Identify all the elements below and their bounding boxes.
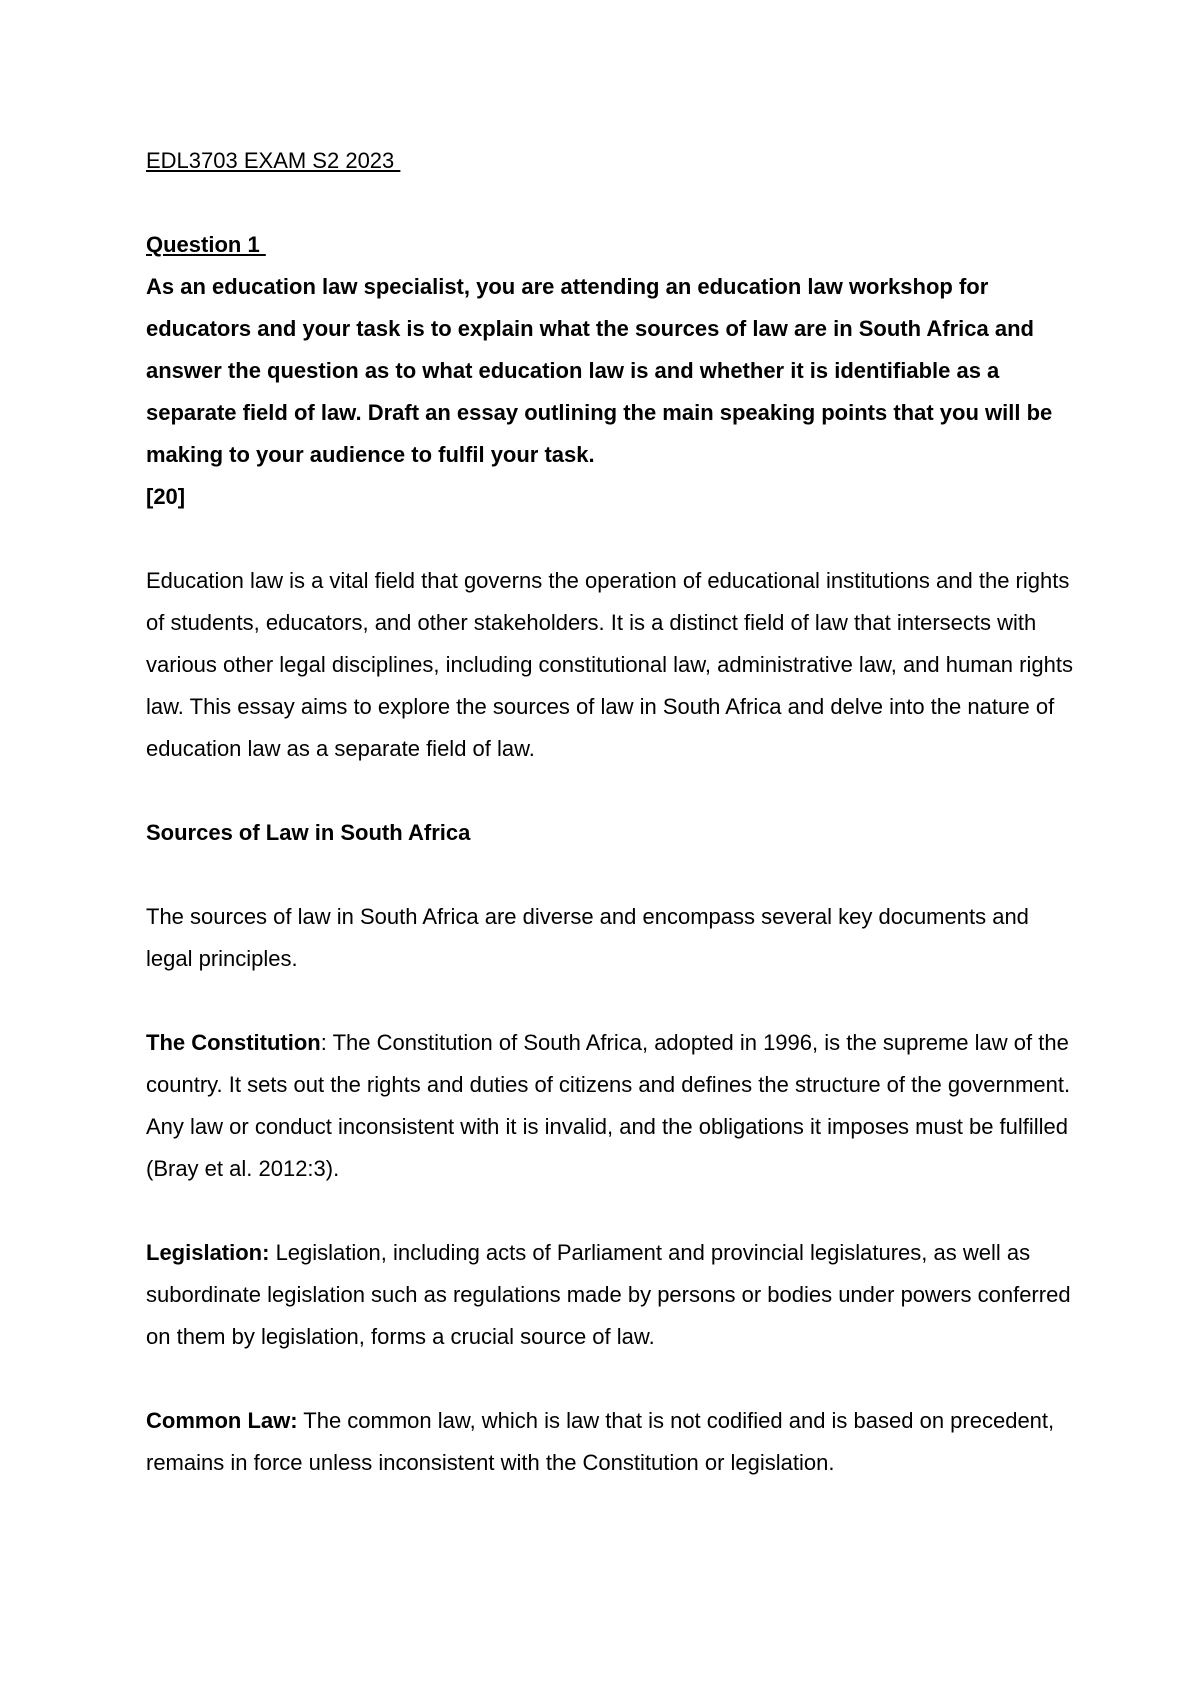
source-term: Legislation: <box>146 1240 270 1265</box>
source-term: Common Law: <box>146 1408 298 1433</box>
source-text: The common law, which is law that is not codified and is based on precedent, remains in force unless inconsistent with the Constitution or legislation. <box>146 1408 1055 1475</box>
question-heading: Question 1 <box>146 232 266 257</box>
source-item-legislation <box>146 1232 1076 1358</box>
sources-intro-paragraph: The sources of law in South Africa are diverse and encompass several key documents and legal principles. <box>146 904 1029 971</box>
source-term: The Constitution <box>146 1030 321 1055</box>
source-item-constitution <box>146 1022 1076 1190</box>
question-prompt-text: As an education law specialist, you are attending an education law workshop for educators and your task is to explain what the sources of law are in South Africa and answer the question as to what education law is and whether it is identifiable as a separate field of law. Draft an essay outlining the main speaking points that you will be making to your audience to fulfil your task. <box>146 274 1053 467</box>
source-item-common-law <box>146 1400 1076 1484</box>
document-page <box>146 140 1076 1484</box>
document-title: EDL3703 EXAM S2 2023 <box>146 148 401 173</box>
question-marks: [20] <box>146 484 186 509</box>
source-text: Legislation, including acts of Parliament and provincial legislatures, as well as subordinate legislation such as regulations made by persons or bodies under powers conferred on them by legislation, forms a crucial source of law. <box>146 1240 1071 1349</box>
source-text: : The Constitution of South Africa, adopted in 1996, is the supreme law of the country. It sets out the rights and duties of citizens and defines the structure of the government. Any law or conduct inconsistent with it is invalid, and the obligations it imposes must be fulfilled (Bray et al. 2012:3). <box>146 1030 1071 1181</box>
sources-section-heading: Sources of Law in South Africa <box>146 820 471 845</box>
intro-paragraph: Education law is a vital field that governs the operation of educational institutions and the rights of students, educators, and other stakeholders. It is a distinct field of law that intersects with various other legal disciplines, including constitutional law, administrative law, and human rights law. This essay aims to explore the sources of law in South Africa and delve into the nature of education law as a separate field of law. <box>146 568 1073 761</box>
question-prompt <box>146 266 1076 518</box>
